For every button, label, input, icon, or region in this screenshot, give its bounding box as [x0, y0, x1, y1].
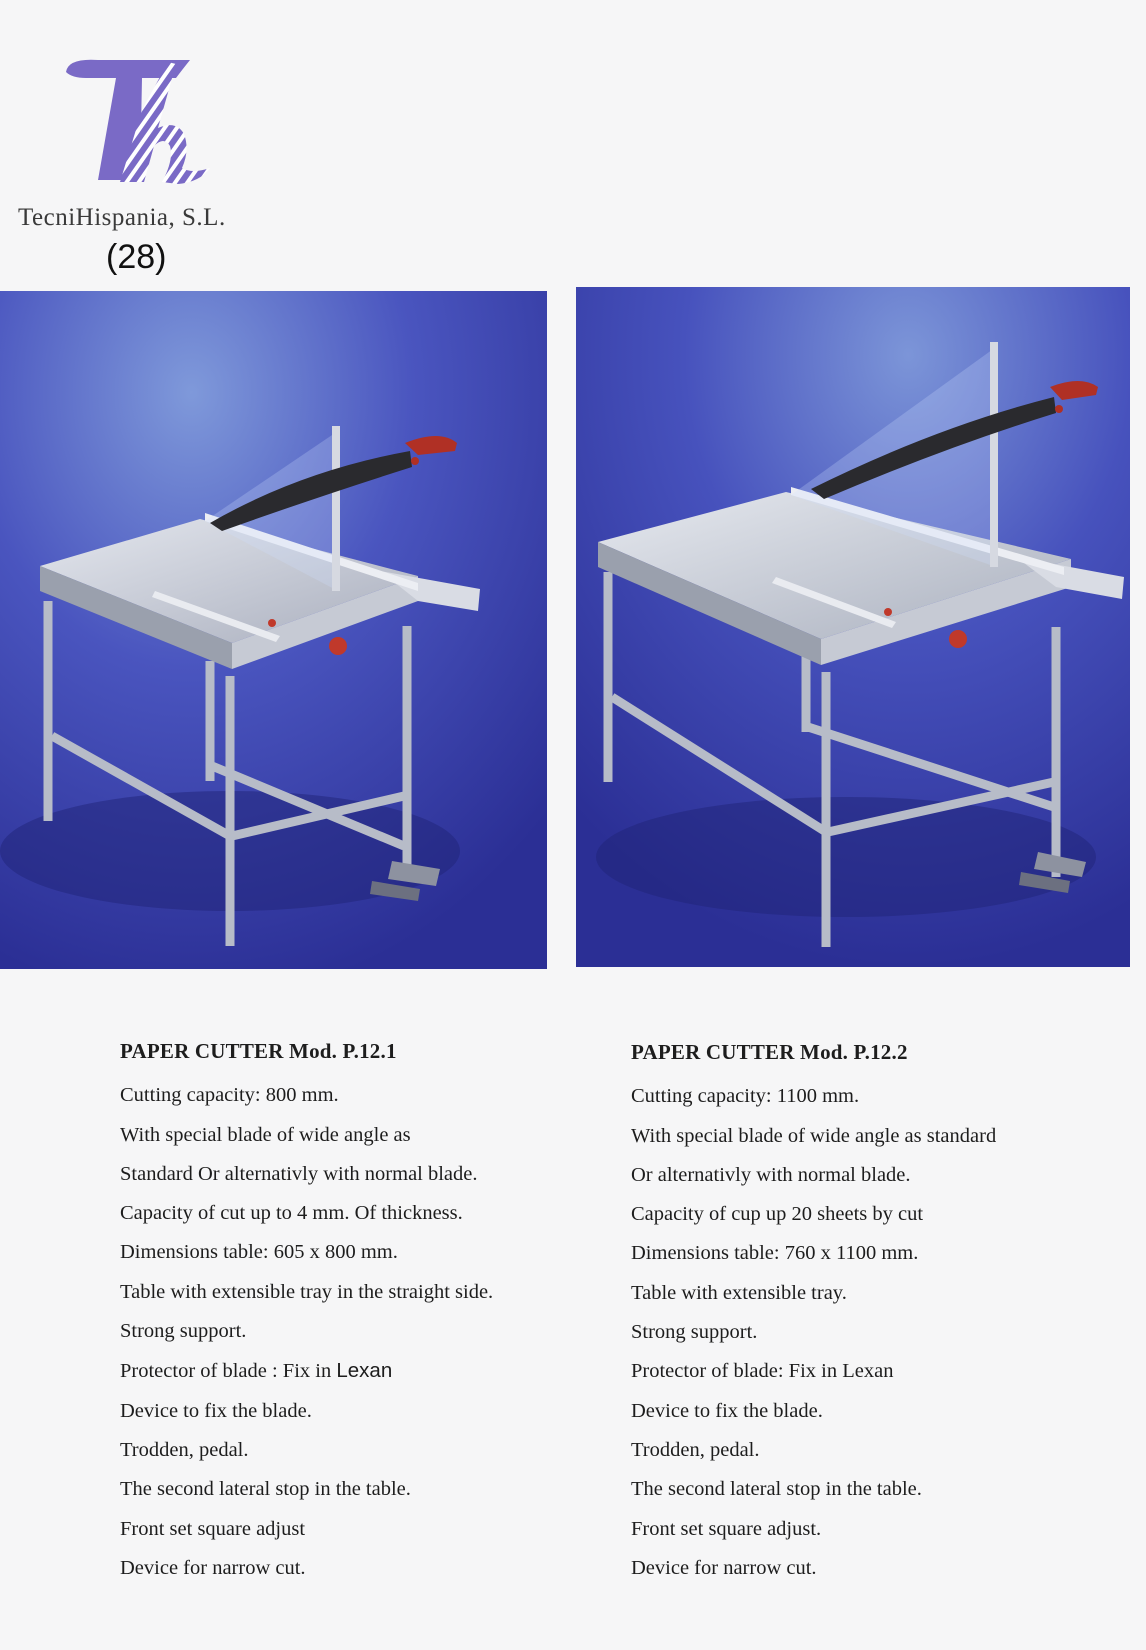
spec-line: The second lateral stop in the table.	[120, 1478, 411, 1501]
spec-line: Device for narrow cut.	[120, 1556, 306, 1579]
spec-line: Table with extensible tray in the straight side.	[120, 1280, 494, 1303]
spec-line: Strong support.	[120, 1320, 247, 1343]
spec-line: Or alternativly with normal blade.	[631, 1163, 911, 1186]
spec-line: With special blade of wide angle as standard	[631, 1124, 997, 1147]
spec-line: Device for narrow cut.	[631, 1556, 817, 1579]
page-number: (28)	[106, 238, 167, 276]
spec-text-lexan: Lexan	[336, 1359, 393, 1383]
spec-line: Trodden, pedal.	[120, 1438, 249, 1461]
spec-line: Standard Or alternativly with normal blade.	[120, 1162, 478, 1185]
spec-line: Capacity of cup up 20 sheets by cut	[631, 1203, 924, 1226]
product-photo-p12-1	[0, 291, 547, 969]
spec-line: Capacity of cut up to 4 mm. Of thickness.	[120, 1202, 463, 1225]
product-title: PAPER CUTTER Mod. P.12.2	[631, 1040, 908, 1064]
spec-line: Front set square adjust	[120, 1517, 306, 1540]
spec-line: Protector of blade: Fix in Lexan	[631, 1360, 894, 1383]
spec-line: The second lateral stop in the table.	[631, 1478, 922, 1501]
company-logo	[58, 50, 218, 200]
spec-line: Dimensions table: 605 x 800 mm.	[120, 1241, 398, 1264]
spec-line: Device to fix the blade.	[631, 1399, 823, 1422]
product-title: PAPER CUTTER Mod. P.12.1	[120, 1039, 397, 1063]
product-specs-p12-1	[120, 1038, 580, 1588]
product-photo-p12-2	[576, 287, 1130, 967]
spec-line: With special blade of wide angle as	[120, 1123, 411, 1146]
product-specs-p12-2	[631, 1039, 1111, 1588]
spec-line: Device to fix the blade.	[120, 1399, 312, 1422]
spec-line: Table with extensible tray.	[631, 1281, 847, 1304]
spec-line: Strong support.	[631, 1321, 758, 1344]
spec-line: Trodden, pedal.	[631, 1438, 760, 1461]
spec-line: Front set square adjust.	[631, 1517, 822, 1540]
spec-text: Protector of blade : Fix in	[120, 1360, 337, 1383]
spec-line: Dimensions table: 760 x 1100 mm.	[631, 1242, 919, 1265]
company-name: TecniHispania, S.L.	[18, 204, 226, 231]
spec-line-protector	[120, 1351, 580, 1391]
spec-line: Cutting capacity: 1100 mm.	[631, 1085, 860, 1108]
spec-line: Cutting capacity: 800 mm.	[120, 1084, 339, 1107]
